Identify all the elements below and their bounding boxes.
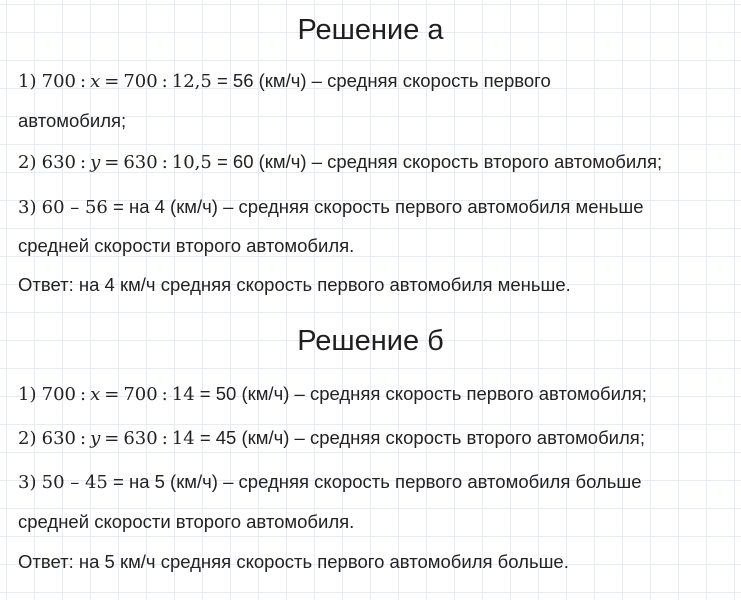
solution-a-step-3: 3) 60 – 56 = на 4 (км/ч) – средняя скорость первого автомобиля меньше — [18, 196, 644, 218]
solution-a-step-2: 2) 630 : y = 630 : 10,5 = 60 (км/ч) – средняя скорость второго автомобиля; — [18, 151, 663, 173]
solution-b-step-3: 3) 50 – 45 = на 5 (км/ч) – средняя скорость первого автомобиля больше — [18, 471, 642, 493]
solution-a-step-1: 1) 700 : x = 700 : 12,5 = 56 (км/ч) – средняя скорость первого — [18, 70, 551, 92]
solution-b-step-3-wrap: средней скорости второго автомобиля. — [18, 511, 355, 532]
solution-a-step-1-wrap: автомобиля; — [18, 110, 127, 131]
solution-b-step-2: 2) 630 : y = 630 : 14 = 45 (км/ч) – средняя скорость второго автомобиля; — [18, 427, 645, 449]
solution-b-step-1: 1) 700 : x = 700 : 14 = 50 (км/ч) – средняя скорость первого автомобиля; — [18, 383, 647, 405]
solution-b-answer: Ответ: на 5 км/ч средняя скорость первого автомобиля больше. — [18, 551, 569, 572]
solution-a-answer: Ответ: на 4 км/ч средняя скорость первого автомобиля меньше. — [18, 274, 571, 295]
solution-b-heading: Решение б — [297, 325, 444, 357]
solution-a-step-3-wrap: средней скорости второго автомобиля. — [18, 235, 355, 256]
solution-a-heading: Решение а — [297, 14, 444, 46]
